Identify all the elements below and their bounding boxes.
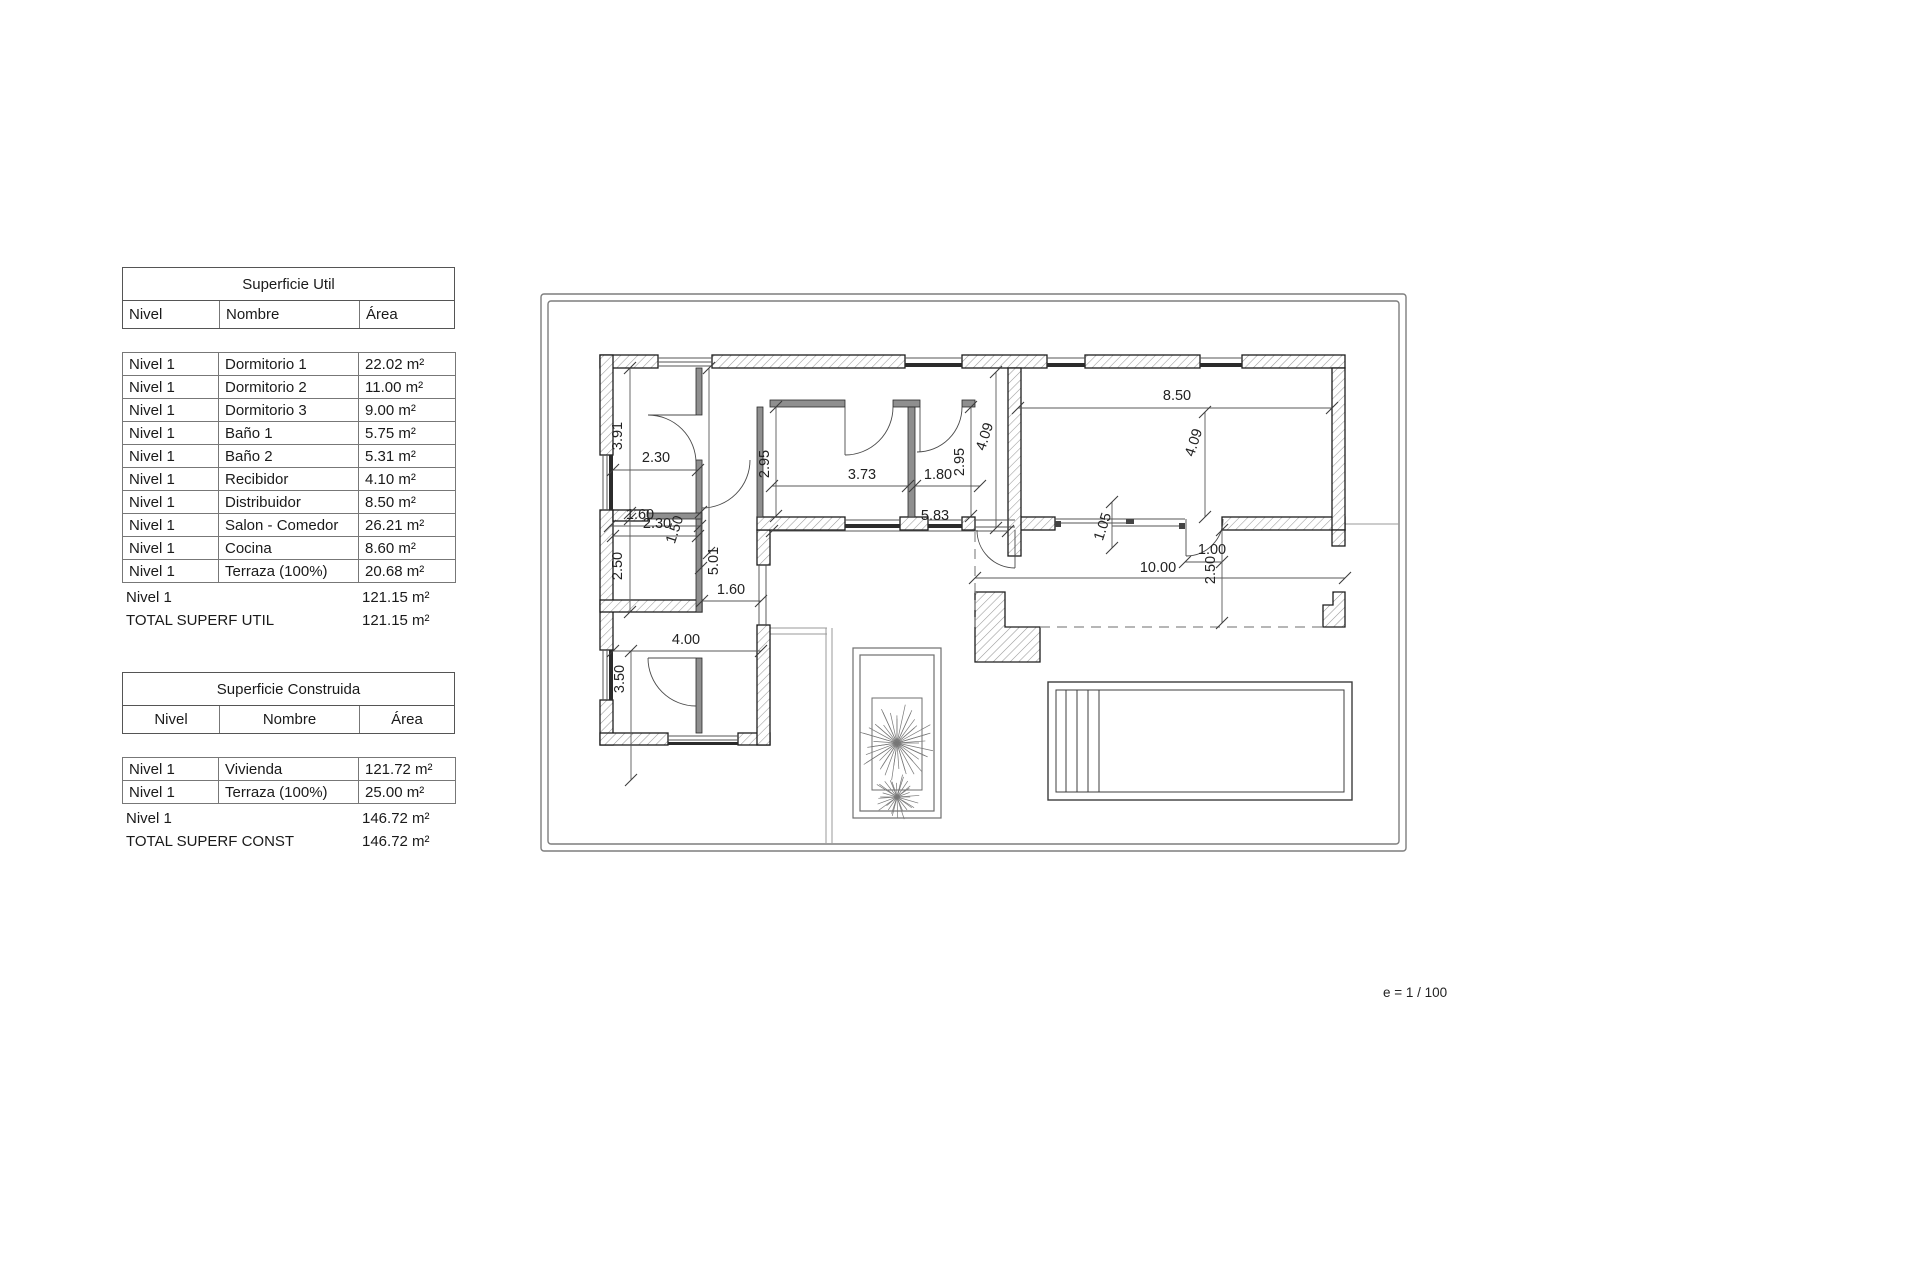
table-cell: Terraza (100%) (219, 560, 359, 583)
swimming-pool (1048, 682, 1352, 800)
dimension-label: 8.50 (1162, 388, 1192, 404)
dimension-label: 1.05 (1091, 510, 1116, 543)
dimension-label: 3.50 (612, 664, 628, 694)
table-cell: Nivel 1 (123, 560, 219, 583)
dimension-label: 2.30 (642, 516, 672, 532)
table-cell: Dormitorio 2 (219, 376, 359, 399)
dimension-label: 3.91 (610, 421, 626, 451)
table-cell: Cocina (219, 537, 359, 560)
pool-steps (1066, 690, 1099, 792)
header-area: Área (359, 301, 454, 328)
window-mid-1 (845, 520, 900, 528)
dimension-label: 2.50 (610, 551, 626, 581)
window-top-3 (1047, 358, 1085, 367)
dimension-label: 2.50 (1203, 555, 1219, 585)
table-cell: Dormitorio 3 (219, 399, 359, 422)
terrace-dashed-boundary (975, 532, 1323, 630)
summary-value: 121.15 m² (362, 589, 430, 606)
table-cell: 121.72 m² (359, 758, 456, 781)
window-wing-bottom (668, 736, 738, 745)
table-cell: 11.00 m² (359, 376, 456, 399)
dimension-label: 1.60 (625, 507, 655, 523)
dimension-label: 2.95 (952, 447, 968, 477)
table-cell: Nivel 1 (123, 781, 219, 804)
site-boundary (541, 294, 1406, 851)
table-cell: 4.10 m² (359, 468, 456, 491)
summary-value: 146.72 m² (362, 833, 430, 850)
table-cell: Terraza (100%) (219, 781, 359, 804)
header-nombre: Nombre (219, 706, 359, 733)
header-nombre: Nombre (219, 301, 359, 328)
door-dormitorio2 (845, 407, 893, 455)
summary-label: Nivel 1 (126, 810, 172, 827)
table-cell: Nivel 1 (123, 376, 219, 399)
table-cell: Nivel 1 (123, 491, 219, 514)
table-cell: Nivel 1 (123, 445, 219, 468)
header-area: Área (359, 706, 454, 733)
table-cell: Nivel 1 (123, 422, 219, 445)
dimension-label: 5.01 (706, 546, 722, 576)
dimension-label: 1.60 (716, 582, 746, 598)
table-cell: Nivel 1 (123, 353, 219, 376)
table-title: Superficie Util (122, 267, 455, 301)
table-cell: Vivienda (219, 758, 359, 781)
table-cell: Salon - Comedor (219, 514, 359, 537)
table-cell: Nivel 1 (123, 758, 219, 781)
table-title: Superficie Construida (122, 672, 455, 706)
table-cell: 22.02 m² (359, 353, 456, 376)
dimension-label: 4.00 (671, 632, 701, 648)
summary-value: 121.15 m² (362, 612, 430, 629)
summary-label: Nivel 1 (126, 589, 172, 606)
table-cell: Baño 2 (219, 445, 359, 468)
table-cell: 8.50 m² (359, 491, 456, 514)
table-cell: 5.75 m² (359, 422, 456, 445)
table-cell: Recibidor (219, 468, 359, 491)
dimension-label: 10.00 (1139, 560, 1177, 576)
window-top-1 (658, 358, 712, 366)
dimension-label: 1.00 (1197, 542, 1227, 558)
door-dormitorio3 (917, 407, 962, 452)
table-cell: 20.68 m² (359, 560, 456, 583)
table-cell: 5.31 m² (359, 445, 456, 468)
window-left-1 (603, 455, 613, 510)
sliding-door-glazing (1055, 519, 1185, 529)
door-room3 (648, 658, 696, 706)
table-cell: Nivel 1 (123, 514, 219, 537)
table-cell: Distribuidor (219, 491, 359, 514)
table-cell: Nivel 1 (123, 468, 219, 491)
dimension-labels (610, 388, 1226, 693)
terrace-edge-lines (770, 524, 1399, 844)
interior-walls (648, 368, 975, 733)
dimension-label: 3.73 (847, 467, 877, 483)
table-cell: Nivel 1 (123, 537, 219, 560)
dimension-label: 2.95 (757, 449, 773, 479)
summary-value: 146.72 m² (362, 810, 430, 827)
window-top-4 (1200, 358, 1242, 367)
table-cell: Dormitorio 1 (219, 353, 359, 376)
dimension-label: 1.50 (663, 513, 688, 546)
header-nivel: Nivel (154, 711, 188, 728)
table-cell: 9.00 m² (359, 399, 456, 422)
dimension-label: 5.83 (920, 508, 950, 524)
table-cell: 25.00 m² (359, 781, 456, 804)
table-cell: Nivel 1 (123, 399, 219, 422)
header-nivel: Nivel (129, 306, 163, 323)
summary-label: TOTAL SUPERF UTIL (126, 612, 275, 629)
table-cell: 8.60 m² (359, 537, 456, 560)
table-cell: Baño 1 (219, 422, 359, 445)
window-top-2 (905, 358, 962, 367)
door-wing-terrace (759, 565, 766, 625)
doors (648, 407, 1223, 706)
summary-label: TOTAL SUPERF CONST (126, 833, 295, 850)
dimension-label: 2.30 (641, 450, 671, 466)
scale-note: e = 1 / 100 (1383, 985, 1448, 1000)
dimension-label: 1.80 (923, 467, 953, 483)
dimension-label: 4.09 (973, 420, 998, 453)
dimension-label: 4.09 (1182, 426, 1207, 459)
table-cell: 26.21 m² (359, 514, 456, 537)
